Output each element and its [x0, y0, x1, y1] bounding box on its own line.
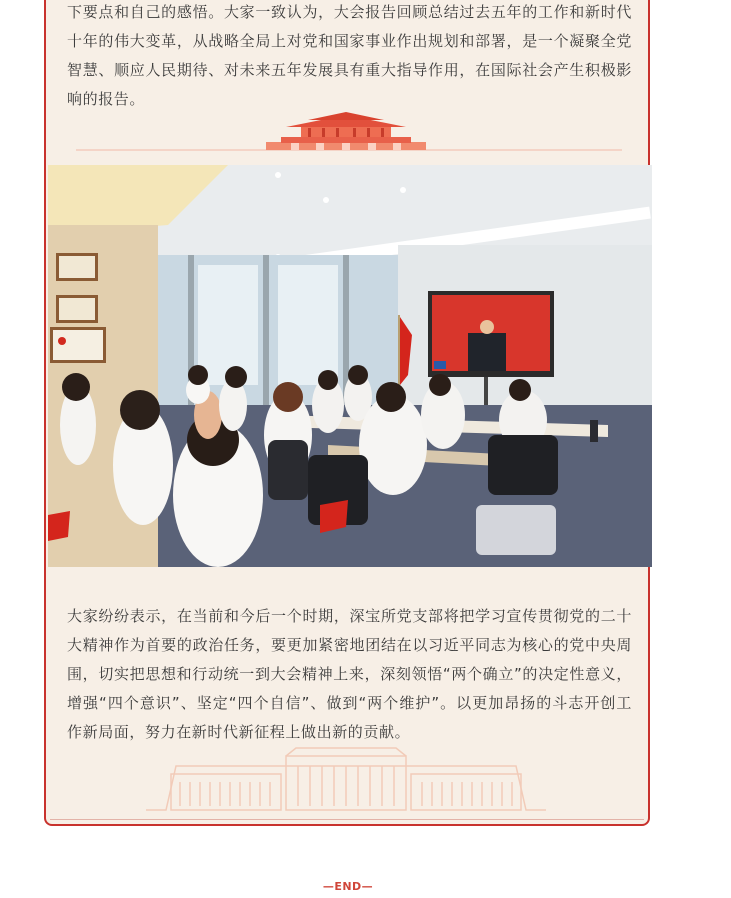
end-mark: —END—	[322, 880, 374, 893]
article-paragraph-1: 下要点和自己的感悟。大家一致认为，大会报告回顾总结过去五年的工作和新时代十年的伟大变革，从战略全局上对党和国家事业作出规划和部署，是一个凝聚全党智慧、顺应人民期待、对未来五年发展具有重大指导作用，在国际社会产生积极影响的报告。	[67, 3, 632, 108]
tiananmen-divider-icon	[76, 112, 622, 156]
article-card	[44, 0, 650, 826]
article-paragraph-2: 大家纷纷表示，在当前和今后一个时期，深宝所党支部将把学习宣传贯彻党的二十大精神作为首要的政治任务，要更加紧密地团结在以习近平同志为核心的党中央周围，切实把思想和行动统一到大会精神上来，深刻领悟“两个确立”的决定性意义，增强“四个意识”、坚定“四个自信”、做到“两个维护”。以更加昂扬的斗志开创工作新局面，努力在新时代新征程上做出新的贡献。	[67, 607, 632, 741]
great-hall-footer-icon	[146, 746, 546, 816]
meeting-photo	[48, 165, 652, 567]
